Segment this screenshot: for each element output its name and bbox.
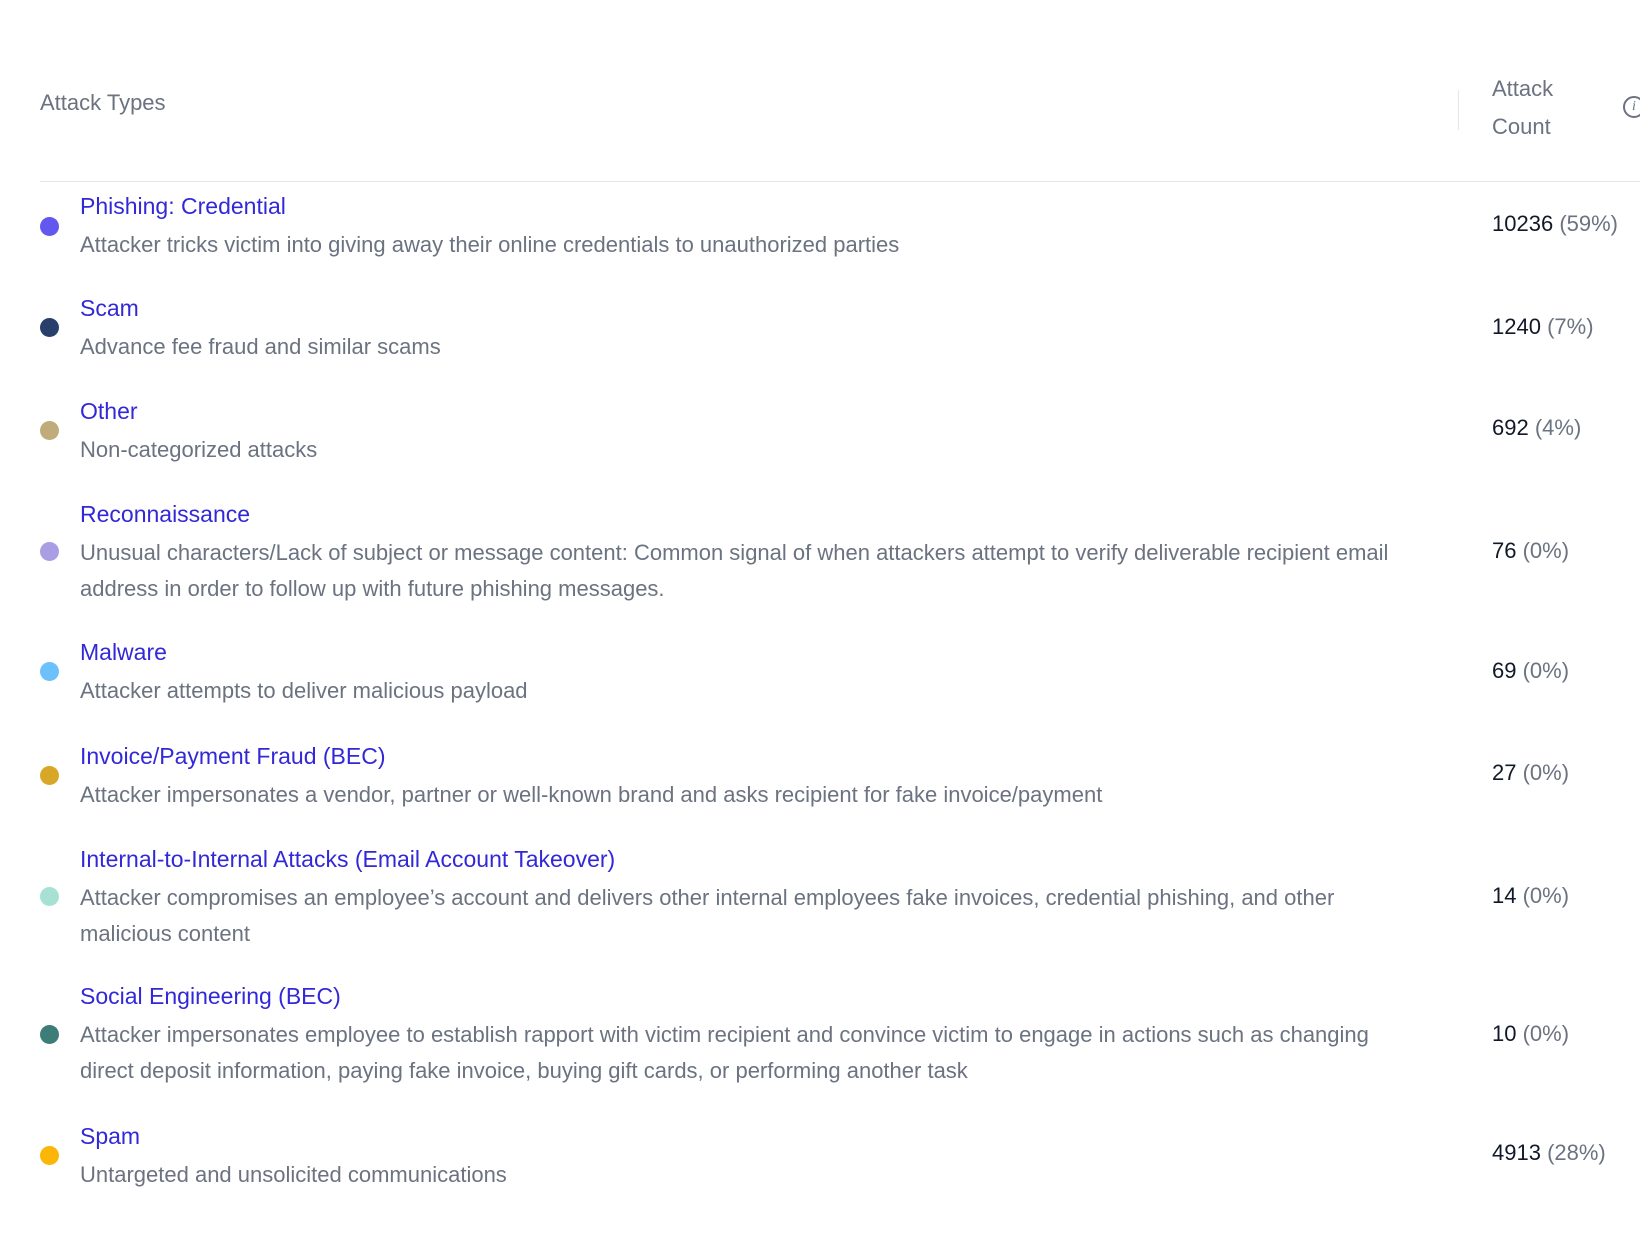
attack-type-link[interactable]: Social Engineering (BEC) <box>80 983 341 1009</box>
attack-count-header-line2: Count <box>1492 114 1551 139</box>
attack-type-description: Advance fee fraud and similar scams <box>80 334 441 359</box>
attack-type-link[interactable]: Internal-to-Internal Attacks (Email Account Takeover) <box>80 846 616 872</box>
info-icon[interactable]: i <box>1623 96 1640 118</box>
attack-count-percent: (0%) <box>1522 658 1570 683</box>
attack-count-value: 692 <box>1492 415 1529 440</box>
attack-type-link[interactable]: Reconnaissance <box>80 501 251 527</box>
category-color-dot <box>40 662 59 681</box>
attack-count-percent: (0%) <box>1522 883 1570 908</box>
attack-type-description: Attacker impersonates employee to establish rapport with victim recipient and convince victim to engage in actions such as changing direct deposit information, paying fake invoice, buying gift cards, or performing another task <box>80 1022 1369 1083</box>
column-divider[interactable] <box>1458 90 1459 130</box>
attack-count-header-line1: Attack <box>1492 76 1554 101</box>
attack-type-link[interactable]: Scam <box>80 295 139 321</box>
attack-count <box>1492 1138 1606 1168</box>
attack-count-value: 76 <box>1492 538 1517 563</box>
attack-type-description: Non-categorized attacks <box>80 437 318 462</box>
attack-type-description: Unusual characters/Lack of subject or message content: Common signal of when attackers attempt to verify deliverable recipient email address in order to follow up with future phishing messages. <box>80 540 1389 601</box>
category-color-dot <box>40 1146 59 1165</box>
attack-count <box>1492 209 1618 239</box>
attack-count-percent: (7%) <box>1547 314 1594 339</box>
attack-count-percent: (0%) <box>1522 1021 1570 1046</box>
attack-count-value: 14 <box>1492 883 1517 908</box>
category-color-dot <box>40 217 59 236</box>
attack-type-description: Untargeted and unsolicited communications <box>80 1162 507 1187</box>
attack-type-link[interactable]: Spam <box>80 1123 141 1149</box>
attack-types-table <box>40 60 1640 1187</box>
category-color-dot <box>40 766 59 785</box>
attack-type-link[interactable]: Phishing: Credential <box>80 193 286 219</box>
attack-count-value: 27 <box>1492 760 1517 785</box>
attack-count <box>1492 881 1569 911</box>
attack-count-header[interactable] <box>1492 70 1602 146</box>
attack-count-value: 4913 <box>1492 1140 1541 1165</box>
category-color-dot <box>40 542 59 561</box>
attack-count <box>1492 413 1581 443</box>
attack-type-description: Attacker compromises an employee’s account and delivers other internal employees fake invoices, credential phishing, and other malicious content <box>80 885 1335 946</box>
category-color-dot <box>40 887 59 906</box>
category-color-dot <box>40 421 59 440</box>
attack-type-link[interactable]: Malware <box>80 639 167 665</box>
attack-count-value: 69 <box>1492 658 1517 683</box>
category-color-dot <box>40 318 59 337</box>
attack-count-value: 10 <box>1492 1021 1517 1046</box>
attack-count-percent: (59%) <box>1559 211 1618 236</box>
attack-type-description: Attacker attempts to deliver malicious payload <box>80 678 528 703</box>
attack-count-percent: (28%) <box>1547 1140 1606 1165</box>
attack-count-value: 1240 <box>1492 314 1541 339</box>
table-header <box>40 60 1640 182</box>
attack-count <box>1492 536 1569 566</box>
category-color-dot <box>40 1025 59 1044</box>
attack-count <box>1492 656 1569 686</box>
attack-type-description: Attacker tricks victim into giving away their online credentials to unauthorized parties <box>80 232 900 257</box>
attack-type-link[interactable]: Invoice/Payment Fraud (BEC) <box>80 743 386 769</box>
attack-type-link[interactable]: Other <box>80 398 138 424</box>
attack-count-percent: (4%) <box>1534 415 1582 440</box>
attack-count-percent: (0%) <box>1522 538 1570 563</box>
attack-count <box>1492 758 1569 788</box>
attack-count <box>1492 312 1594 342</box>
attack-count <box>1492 1019 1569 1049</box>
attack-count-percent: (0%) <box>1522 760 1570 785</box>
attack-type-description: Attacker impersonates a vendor, partner or well-known brand and asks recipient for fake invoice/payment <box>80 782 1103 807</box>
attack-types-header[interactable]: Attack Types <box>40 90 166 115</box>
attack-count-value: 10236 <box>1492 211 1554 236</box>
